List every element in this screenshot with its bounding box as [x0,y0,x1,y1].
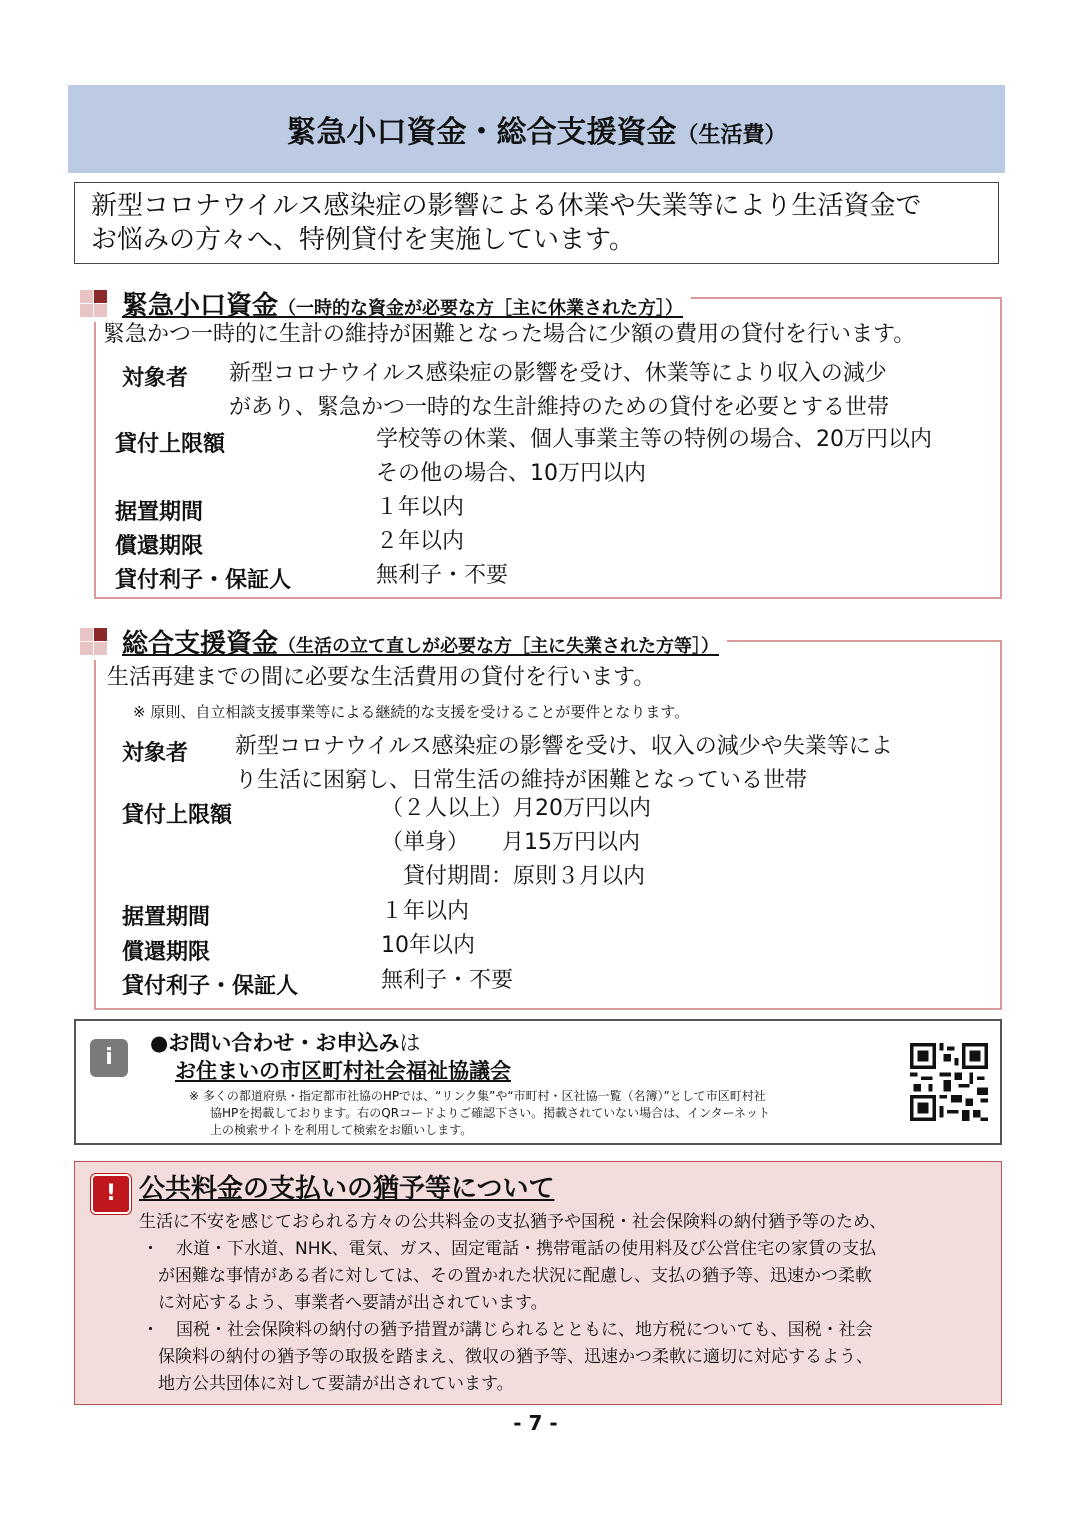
exclamation-icon: ! [91,1174,131,1214]
target-label: 対象者 [122,366,189,391]
utility-deferral-title: 公共料金の支払いの猶予等について [139,1174,555,1204]
defer-label: 据置期間 [115,500,204,525]
repay-label: 償還期限 [115,534,204,559]
defer-label: 据置期間 [122,905,211,930]
section-general-desc: 生活再建までの間に必要な生活費用の貸付を行います。 [107,665,656,690]
contact-line-1: ●お問い合わせ・お申込みは [150,1031,421,1055]
defer-value: １年以内 [376,495,465,520]
repay-value: 10年以内 [381,933,475,958]
interest-label: 貸付利子・保証人 [115,568,292,593]
limit-label: 貸付上限額 [115,432,226,457]
intro-line: お悩みの方々へ、特例貸付を実施しています。 [91,225,635,255]
section-square-icon [80,290,114,318]
page-number: - 7 - [513,1411,558,1435]
qr-code-icon[interactable] [910,1043,988,1121]
section-general-header [80,623,727,660]
interest-value: 無利子・不要 [376,563,509,588]
target-label: 対象者 [122,741,189,766]
title-bar [68,85,1005,173]
limit-label: 貸付上限額 [122,803,233,828]
page-title: 緊急小口資金・総合支援資金（生活費） [286,115,787,150]
defer-value: １年以内 [381,899,470,924]
repay-label: 償還期限 [122,940,211,965]
target-value: 新型コロナウイルス感染症の影響を受け、休業等により収入の減少 があり、緊急かつ一時的な生計維持のための貸付を必要とする世帯 [229,361,890,420]
repay-value: ２年以内 [376,529,465,554]
interest-label: 貸付利子・保証人 [122,974,299,999]
utility-deferral-body: 生活に不安を感じておられる方々の公共料金の支払猶予や国税・社会保険料の納付猶予等のため、 ・ 水道・下水道、NHK、電気、ガス、固定電話・携帯電話の使用料及び公営住宅の家賃の支払 が困難な事情がある者に対しては、その置かれた状況に配慮し、支払の猶予等、迅速かつ柔軟 に対応するよう、事業者へ要請が出されています。 ・ 国税・社会保険料の納付の猶予措置が講じられるとともに、地方税についても、国税・社会 保険料の納付の猶予等の取扱を踏まえ、徴収の猶予等、迅速かつ柔軟に適切に対応するよう、 地方公共団体に対して要請が出されています。 [139,1212,887,1394]
intro-box [74,182,999,264]
limit-value: 学校等の休業、個人事業主等の特例の場合、20万円以内 その他の場合、10万円以内 [376,427,932,486]
section-emergency-title: 緊急小口資金（一時的な資金が必要な方［主に休業された方］） [122,291,684,321]
contact-note: ※ 多くの都道府県・指定都市社協のHPでは、“リンク集”や“市町村・区社協一覧（名簿）”として市区町村社 協HPを掲載しております。右のQRコードよりご確認下さい。掲載されていない場合は、インターネット 上の検索サイトを利用して検索をお願いします。 [189,1089,771,1137]
section-emergency-header [80,285,691,322]
section-general-note: ※ 原則、自立相談支援事業等による継続的な支援を受けることが要件となります。 [133,703,690,721]
section-emergency-desc: 緊急かつ一時的に生計の維持が困難となった場合に少額の費用の貸付を行います。 [103,322,916,347]
limit-value: （２人以上）月20万円以内 （単身） 月15万円以内 貸付期間：原則３月以内 [381,796,651,889]
section-general-title: 総合支援資金（生活の立て直しが必要な方［主に失業された方等］） [122,629,720,659]
interest-value: 無利子・不要 [381,968,514,993]
intro-line: 新型コロナウイルス感染症の影響による休業や失業等により生活資金で [91,191,922,221]
target-value: 新型コロナウイルス感染症の影響を受け、収入の減少や失業等によ り生活に困窮し、日常生活の維持が困難となっている世帯 [235,734,893,793]
contact-line-2: お住まいの市区町村社会福祉協議会 [175,1059,511,1083]
section-square-icon [80,628,114,656]
info-icon: i [90,1039,128,1077]
